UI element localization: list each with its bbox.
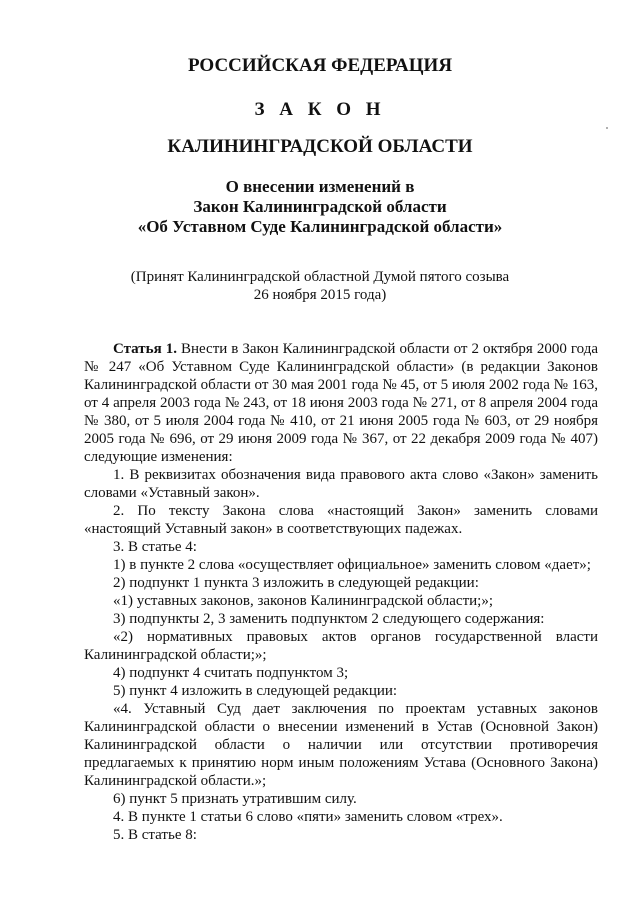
article-1 [84,340,598,844]
item-3-sub-3-quote: «2) нормативных правовых актов органов государственной власти Калининградской области;»; [84,629,598,663]
law-title-line: «Об Уставном Суде Калининградской области» [137,217,503,236]
item-3-sub-5: 5) пункт 4 изложить в следующей редакции: [113,683,398,699]
law-title [0,177,640,237]
article-intro-text: Внести в Закон Калининградской области от 2 октября 2000 года № 247 «Об Уставном Суде Калининградской области» (в редакции Законов Калининградской области от 30 мая 2001 года № 45, от 5 июля 2002 года № 163, от 4 апреля 2003 года № 243, от 18 июня 2003 года № 271, от 8 апреля 2004 года № 380, от 5 июля 2004 года № 410, от 21 июня 2005 года № 603, от 29 ноября 2005 года № 696, от 29 июня 2009 года № 367, от 22 декабря 2009 года № 407) следующие изменения: [84,341,598,465]
item-3: 3. В статье 4: [113,539,197,555]
item-3-sub-3: 3) подпункты 2, 3 заменить подпунктом 2 следующего содержания: [113,611,545,627]
article-label: Статья 1. [113,341,177,357]
item-2: 2. По тексту Закона слова «настоящий Закон» заменить словами «настоящий Уставный закон» в соответствующих падежах. [84,503,598,537]
law-title-line: Закон Калининградской области [193,197,447,216]
country-heading: РОССИЙСКАЯ ФЕДЕРАЦИЯ [187,55,453,76]
item-4: 4. В пункте 1 статьи 6 слово «пяти» заменить словом «трех». [113,809,503,825]
adoption-note [0,268,640,304]
item-1: 1. В реквизитах обозначения вида правового акта слово «Закон» заменить словами «Уставный закон». [84,467,598,501]
law-heading: З А К О Н [254,99,386,120]
adoption-note-line: (Принят Калининградской областной Думой пятого созыва [130,269,510,285]
adoption-note-line: 26 ноября 2015 года) [253,287,387,303]
law-title-line: О внесении изменений в [225,177,415,196]
article-1-intro [84,340,598,466]
scan-speck [606,127,608,129]
region-heading: КАЛИНИНГРАДСКОЙ ОБЛАСТИ [167,136,473,157]
item-3-sub-5-quote: «4. Уставный Суд дает заключения по проектам уставных законов Калининградской области о внесении изменений в Устав (Основной Закон) Калининградской области о наличии или отсутствии противоречия предлагаемых к принятию норм иным положениям Устава (Основного Закона) Калининградской области.»; [84,701,598,789]
item-5: 5. В статье 8: [113,827,197,843]
item-3-sub-4: 4) подпункт 4 считать подпунктом 3; [113,665,349,681]
item-3-sub-6: 6) пункт 5 признать утратившим силу. [113,791,357,807]
item-3-sub-2: 2) подпункт 1 пункта 3 изложить в следующей редакции: [113,575,479,591]
item-3-sub-2-quote: «1) уставных законов, законов Калининградской области;»; [113,593,493,609]
item-3-sub-1: 1) в пункте 2 слова «осуществляет официальное» заменить словом «дает»; [113,557,591,573]
